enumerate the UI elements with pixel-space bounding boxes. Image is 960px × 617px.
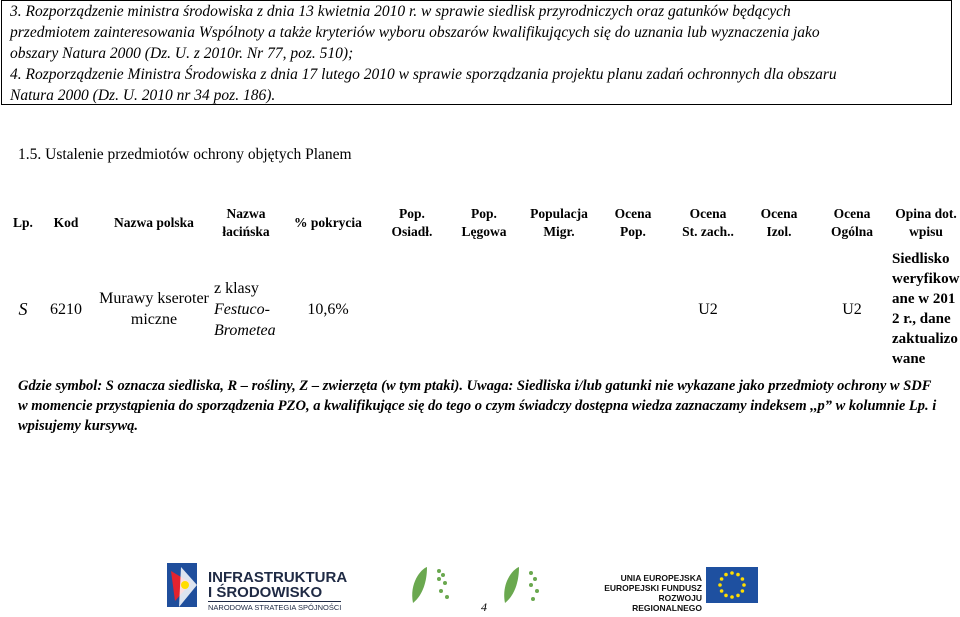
- cell-nazwa-polska: Murawy kserotermiczne: [99, 290, 209, 328]
- header-ocena-izol: [746, 202, 812, 244]
- cell-pop-legowa: [446, 244, 522, 374]
- cell-kod: 6210: [50, 300, 82, 318]
- eu-flag-icon: [706, 567, 758, 603]
- header-text: St. zach..: [682, 224, 734, 239]
- table-header-row: [8, 202, 960, 244]
- header-populacja-migr: [522, 202, 596, 244]
- cell-opina: Siedlisko weryfikowane w 2012 r., dane zaktualizowane: [892, 251, 960, 367]
- cell-populacja-migr: [522, 244, 596, 374]
- cell-ocena-izol: [746, 244, 812, 374]
- header-nazwa-polska: Nazwa polska: [114, 215, 194, 230]
- header-text: łacińska: [222, 224, 270, 239]
- references-box: [1, 0, 952, 105]
- infrastruktura-star-icon: [165, 561, 205, 613]
- cell-ocena-ogolna: U2: [842, 300, 862, 318]
- table-note: Gdzie symbol: S oznacza siedliska, R – rośliny, Z – zwierzęta (w tym ptaki). Uwaga: Siedliska i/lub gatunki nie wykazane jako przedmioty ochrony w SDF w momencie przystąpienia do sporządzenia PZO, a kwalifikujące się do tego o czym świadczy dostępna wiedza zaznaczamy indeksem ,,p” w kolumnie Lp. i wpisujemy kursywą.: [18, 378, 937, 434]
- protection-objects-table: [8, 202, 960, 374]
- header-text: wpisu: [909, 224, 943, 239]
- header-text: Nazwa: [226, 206, 266, 221]
- reference-line: 3. Rozporządzenie ministra środowiska z dnia 13 kwietnia 2010 r. w sprawie siedlisk przyrodniczych oraz gatunków będących: [10, 3, 791, 20]
- cell-pop-osiadl: [378, 244, 446, 374]
- header-text: Ocena: [760, 206, 798, 221]
- header-text: Opina dot.: [895, 206, 957, 221]
- cell-ocena-pop: [596, 244, 670, 374]
- page-number: 4: [481, 600, 487, 614]
- header-text: Migr.: [543, 224, 575, 239]
- header-pokrycia: % pokrycia: [294, 215, 362, 230]
- section-title: 1.5. Ustalenie przedmiotów ochrony objętych Planem: [18, 146, 352, 163]
- header-text: Pop.: [620, 224, 646, 239]
- header-text: Ocena: [614, 206, 652, 221]
- header-pop-legowa: [446, 202, 522, 244]
- cell-nazwa-lacinska: [214, 244, 278, 374]
- header-text: Ocena: [833, 206, 871, 221]
- header-nazwa-lacinska: [214, 202, 278, 244]
- header-text: Osiadł.: [391, 224, 433, 239]
- header-text: Lęgowa: [461, 224, 507, 239]
- header-text: Izol.: [766, 224, 792, 239]
- rdos-leaf-icon: [495, 563, 545, 609]
- gdos-leaf-icon: [405, 563, 455, 609]
- footer-logos: [0, 555, 960, 617]
- header-text: Populacja: [530, 206, 588, 221]
- eu-line3: ROZWOJU REGIONALNEGO: [632, 593, 702, 613]
- header-text: Pop.: [399, 206, 425, 221]
- header-text: Pop.: [471, 206, 497, 221]
- header-ocena-st-zach: [670, 202, 746, 244]
- reference-line: przedmiotem zainteresowania Wspólnoty a także kryteriów wyboru obszarów kwalifikujących się do uznania lub wyznaczenia jako: [10, 24, 820, 41]
- header-pop-osiadl: [378, 202, 446, 244]
- table-row: [8, 244, 960, 374]
- reference-line: obszary Natura 2000 (Dz. U. z 2010r. Nr 77, poz. 510);: [10, 45, 354, 62]
- reference-line: 4. Rozporządzenie Ministra Środowiska z dnia 17 lutego 2010 w sprawie sporządzania projektu planu zadań ochronnych dla obszaru: [10, 66, 837, 83]
- header-ocena-ogolna: [812, 202, 892, 244]
- header-text: Ocena: [689, 206, 727, 221]
- header-ocena-pop: [596, 202, 670, 244]
- eu-line2: EUROPEJSKI FUNDUSZ: [604, 583, 702, 593]
- header-opina: [892, 202, 960, 244]
- cell-text: z klasy: [214, 279, 259, 297]
- cell-pokrycia: 10,6%: [307, 300, 349, 318]
- header-lp: Lp.: [13, 215, 33, 230]
- logo-main-line2: I ŚRODOWISKO: [208, 584, 323, 601]
- logo-main-line1: INFRASTRUKTURA: [208, 569, 348, 586]
- header-kod: Kod: [53, 215, 79, 230]
- cell-lp: S: [18, 298, 28, 319]
- logo-main-sub: NARODOWA STRATEGIA SPÓJNOŚCI: [208, 603, 342, 612]
- eu-text: [598, 573, 702, 613]
- cell-ocena-st-zach: U2: [698, 300, 718, 318]
- eu-line1: UNIA EUROPEJSKA: [620, 573, 702, 583]
- cell-text: Festuco-Brometea: [214, 300, 276, 339]
- reference-line: Natura 2000 (Dz. U. 2010 nr 34 poz. 186).: [10, 87, 276, 104]
- header-text: Ogólna: [830, 224, 873, 239]
